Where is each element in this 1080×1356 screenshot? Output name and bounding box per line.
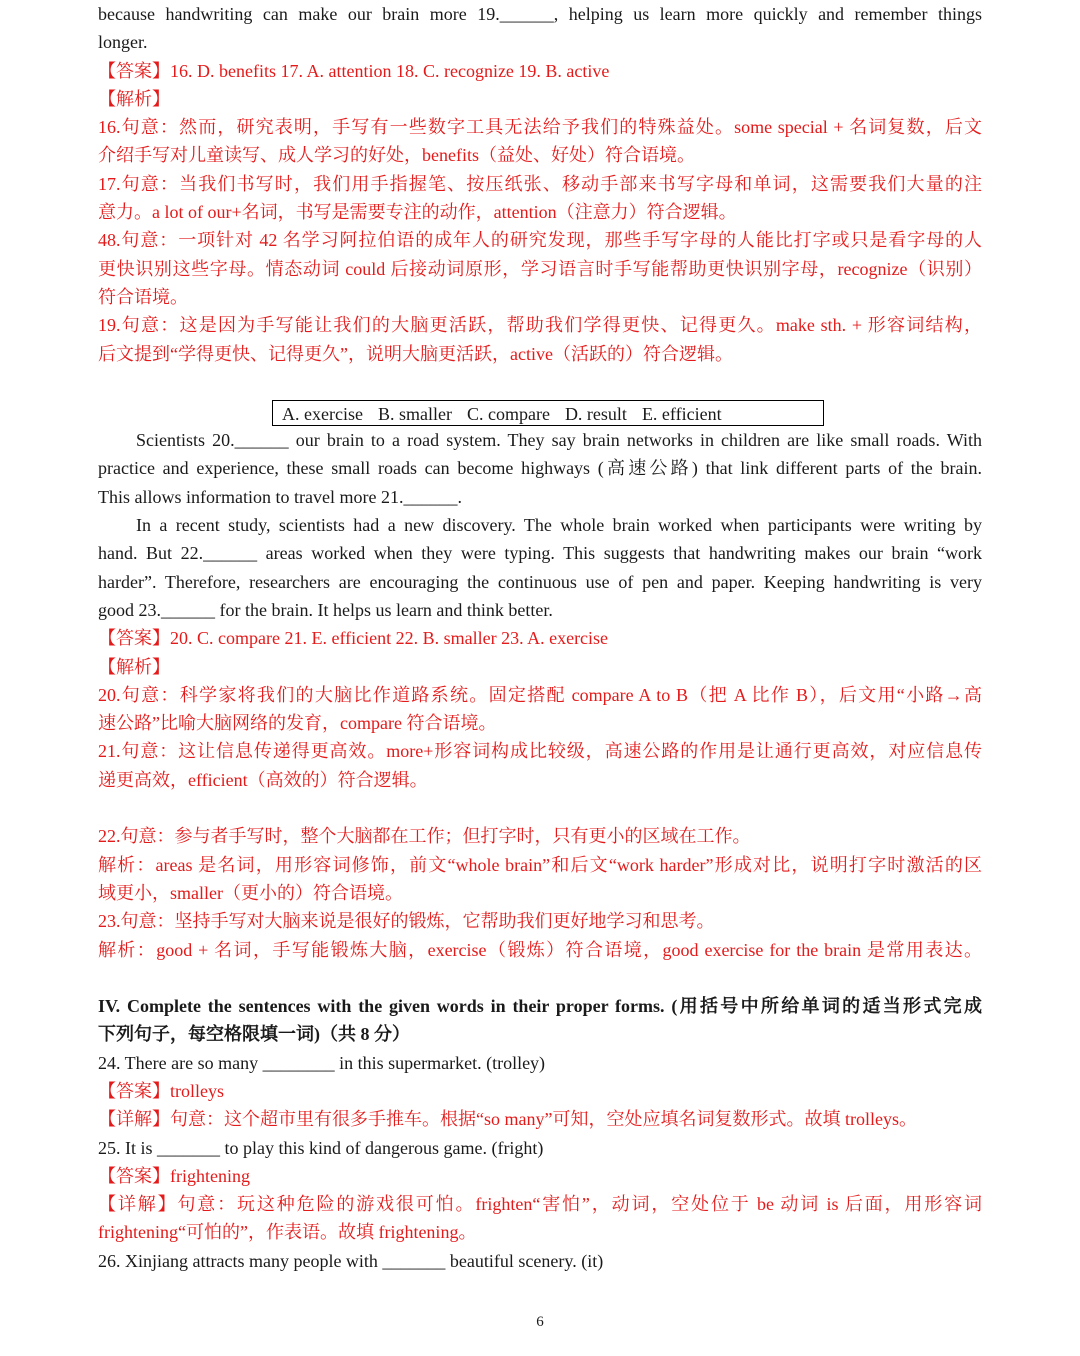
text-line: practice and experience, these small roads can become highways (高速公路) that link different parts of the brain. xyxy=(98,458,982,479)
word-box xyxy=(272,400,824,426)
text-line: 48.句意：一项针对 42 名学习阿拉伯语的成年人的研究发现，那些手写字母的人能比打字或只是看字母的人 xyxy=(98,230,982,251)
text-line: because handwriting can make our brain more 19.______, helping us learn more quickly and remember things xyxy=(98,4,982,24)
text-line: 23.句意：坚持手写对大脑来说是很好的锻炼，它帮助我们更好地学习和思考。 xyxy=(98,911,715,932)
text-line: 【答案】frightening xyxy=(98,1165,250,1186)
word-option: C. compare xyxy=(466,404,550,425)
text-line: 意力。a lot of our+名词，书写是需要专注的动作，attention（注意力）符合逻辑。 xyxy=(98,202,737,223)
passage-section-2 xyxy=(98,426,982,794)
page-number: 6 xyxy=(536,1314,544,1330)
document-page xyxy=(98,0,982,1275)
word-option: D. result xyxy=(564,404,627,425)
section-title: IV. Complete the sentences with the given words in their proper forms. (用括号中所给单词的适当形式完成 xyxy=(98,996,982,1017)
text-line: longer. xyxy=(98,32,148,53)
text-line: 解析：good + 名词，手写能锻炼大脑，exercise（锻炼）符合语境，good exercise for the brain 是常用表达。 xyxy=(98,939,982,960)
passage-section-1 xyxy=(98,0,982,368)
text-line: 16.句意：然而，研究表明，手写有一些数字工具无法给予我们的特殊益处。some special + 名词复数，后文 xyxy=(98,117,982,138)
text-line: This allows information to travel more 21.______. xyxy=(98,486,462,507)
text-line: In a recent study, scientists had a new discovery. The whole brain worked when participants were writing by xyxy=(136,515,982,536)
exercise-section xyxy=(98,1049,982,1275)
word-option: E. efficient xyxy=(641,404,722,425)
text-line: 域更小，smaller（更小的）符合语境。 xyxy=(98,882,403,903)
text-line: 更快识别这些字母。情态动词 could 后接动词原形，学习语言时手写能帮助更快识别字母，recognize（识别） xyxy=(98,258,982,279)
text-line: good 23.______ for the brain. It helps us learn and think better. xyxy=(98,599,553,620)
text-line: 22.句意：参与者手写时，整个大脑都在工作；但打字时，只有更小的区域在工作。 xyxy=(98,826,751,847)
text-line: 25. It is _______ to play this kind of dangerous game. (fright) xyxy=(98,1137,544,1158)
text-line: 【解析】 xyxy=(98,88,170,109)
text-line: 19.句意：这是因为手写能让我们的大脑更活跃，帮助我们学得更快、记得更久。make sth. + 形容词结构， xyxy=(98,315,982,336)
text-line: 【详解】句意：玩这种危险的游戏很可怕。frighten“害怕”，动词，空处位于 be 动词 is 后面，用形容词 xyxy=(98,1194,982,1215)
text-line: hand. But 22.______ areas worked when they were typing. This suggests that handwriting makes our brain “work xyxy=(98,543,982,564)
section-title-line2: 下列句子，每空格限填一词)（共 8 分） xyxy=(98,1024,410,1045)
text-line: 【答案】16. D. benefits 17. A. attention 18. C. recognize 19. B. active xyxy=(98,60,610,81)
text-line: 【解析】 xyxy=(98,656,170,677)
text-line: 24. There are so many ________ in this supermarket. (trolley) xyxy=(98,1052,546,1073)
text-line: frightening“可怕的”，作表语。故填 frightening。 xyxy=(98,1222,477,1243)
text-line: 符合语境。 xyxy=(98,286,188,307)
text-line: 解析：areas 是名词，用形容词修饰，前文“whole brain”和后文“work harder”形成对比，说明打字时激活的区 xyxy=(98,854,982,875)
text-line: 【详解】句意：这个超市里有很多手推车。根据“so many”可知，空处应填名词复数形式。故填 trolleys。 xyxy=(98,1109,917,1130)
text-line: 17.句意：当我们书写时，我们用手指握笔、按压纸张、移动手部来书写字母和单词，这需要我们大量的注 xyxy=(98,173,982,194)
text-line: 21.句意：这让信息传递得更高效。more+形容词构成比较级，高速公路的作用是让通行更高效，对应信息传 xyxy=(98,741,982,762)
text-line: 递更高效，efficient（高效的）符合逻辑。 xyxy=(98,769,428,790)
text-line: 【答案】trolleys xyxy=(98,1080,224,1101)
text-line: 速公路”比喻大脑网络的发育，compare 符合语境。 xyxy=(98,713,497,734)
text-line: 【答案】20. C. compare 21. E. efficient 22. B. smaller 23. A. exercise xyxy=(98,628,609,649)
word-option: A. exercise xyxy=(282,404,363,425)
word-option: B. smaller xyxy=(377,404,452,425)
text-line: 后文提到“学得更快、记得更久”，说明大脑更活跃，active（活跃的）符合逻辑。 xyxy=(98,343,733,364)
text-line: 26. Xinjiang attracts many people with _______ beautiful scenery. (it) xyxy=(98,1250,604,1271)
text-line: harder”. Therefore, researchers are encouraging the continuous use of pen and paper. Keeping handwriting is very xyxy=(98,571,982,592)
analysis-section xyxy=(98,822,982,963)
text-line: Scientists 20.______ our brain to a road system. They say brain networks in children are like small roads. With xyxy=(136,430,982,451)
text-line: 20.句意：科学家将我们的大脑比作道路系统。固定搭配 compare A to B（把 A 比作 B），后文用“小路→高 xyxy=(98,684,982,705)
text-line: 介绍手写对儿童读写、成人学习的好处，benefits（益处、好处）符合语境。 xyxy=(98,145,695,166)
